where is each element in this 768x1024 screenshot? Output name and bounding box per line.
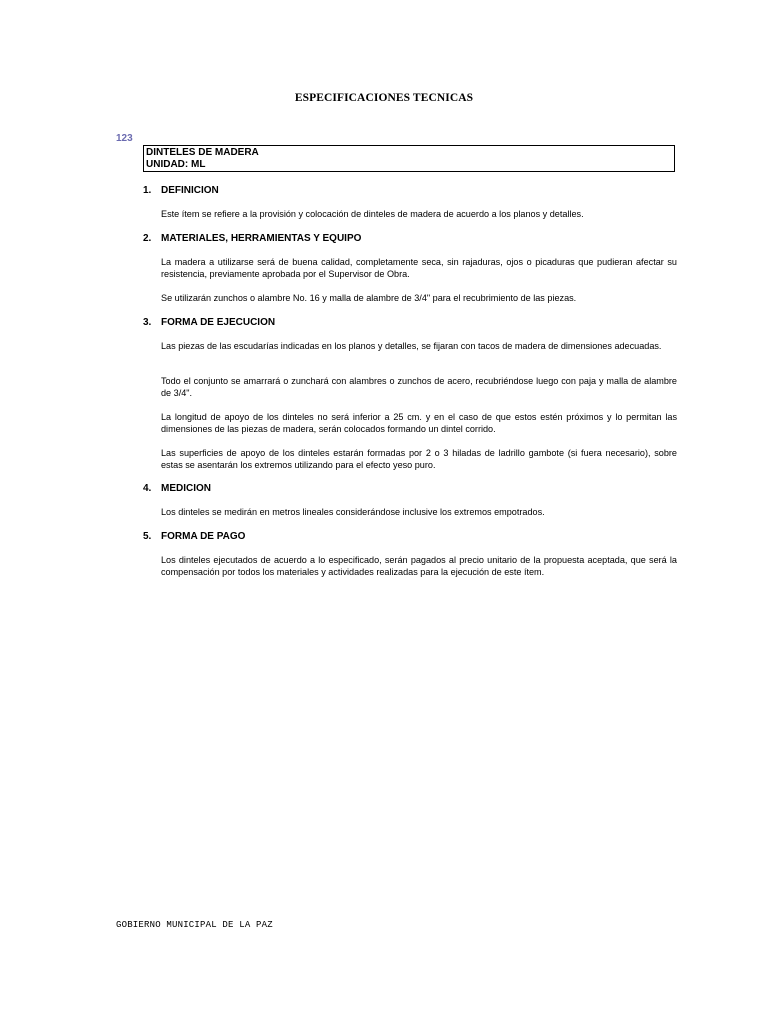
- section-heading: [143, 185, 677, 197]
- section-forma-de-pago: [143, 531, 677, 543]
- paragraph: Este ítem se refiere a la provisión y colocación de dinteles de madera de acuerdo a los planos y detalles.: [161, 209, 584, 219]
- section-title: DEFINICION: [161, 185, 219, 196]
- paragraph: Los dinteles se medirán en metros lineales considerándose inclusive los extremos empotrados.: [161, 507, 545, 517]
- section-definicion: [143, 185, 677, 197]
- section-heading: [143, 233, 677, 245]
- section-title: MEDICION: [161, 483, 211, 494]
- section-number: 4.: [143, 483, 152, 494]
- section-heading: [143, 317, 677, 329]
- item-number: 123: [116, 133, 133, 144]
- section-number: 2.: [143, 233, 152, 244]
- paragraph: Las superficies de apoyo de los dinteles estarán formadas por 2 o 3 hiladas de ladrillo gambote (si fuera necesario), sobre estas se asentarán los extremos utilizando para el efecto yeso puro.: [161, 448, 677, 470]
- paragraph: La longitud de apoyo de los dinteles no será inferior a 25 cm. y en el caso de que estos estén próximos y lo permitan las dimensiones de las piezas de madera, serán colocados formando un dintel corrido.: [161, 412, 677, 434]
- item-unit: UNIDAD: ML: [146, 159, 206, 170]
- section-title: FORMA DE EJECUCION: [161, 317, 276, 328]
- section-medicion: [143, 483, 677, 495]
- page-footer: GOBIERNO MUNICIPAL DE LA PAZ: [116, 920, 273, 930]
- section-heading: [143, 483, 677, 495]
- section-forma-de-ejecucion: [143, 317, 677, 329]
- paragraph: Se utilizarán zunchos o alambre No. 16 y malla de alambre de 3/4" para el recubrimiento de las piezas.: [161, 293, 577, 303]
- paragraph: Todo el conjunto se amarrará o zunchará con alambres o zunchos de acero, recubriéndose luego con paja y malla de alambre de 3/4".: [161, 376, 677, 398]
- paragraph: Las piezas de las escudarías indicadas en los planos y detalles, se fijaran con tacos de madera de dimensiones adecuadas.: [161, 341, 662, 351]
- section-number: 3.: [143, 317, 152, 328]
- item-name: DINTELES DE MADERA: [146, 147, 259, 158]
- item-header-box: [143, 145, 675, 172]
- section-title: MATERIALES, HERRAMIENTAS Y EQUIPO: [161, 233, 362, 244]
- paragraph: La madera a utilizarse será de buena calidad, completamente seca, sin rajaduras, ojos o picaduras que pudieran afectar su resistencia, previamente aprobada por el Supervisor de Obra.: [161, 257, 677, 279]
- section-materiales: [143, 233, 677, 245]
- paragraph: Los dinteles ejecutados de acuerdo a lo especificado, serán pagados al precio unitario de la propuesta aceptada, que será la compensación por todos los materiales y actividades realizadas para la ejecución de este ítem.: [161, 555, 677, 577]
- section-number: 1.: [143, 185, 152, 196]
- section-heading: [143, 531, 677, 543]
- section-number: 5.: [143, 531, 152, 542]
- document-title: ESPECIFICACIONES TECNICAS: [294, 92, 474, 104]
- section-title: FORMA DE PAGO: [161, 531, 246, 542]
